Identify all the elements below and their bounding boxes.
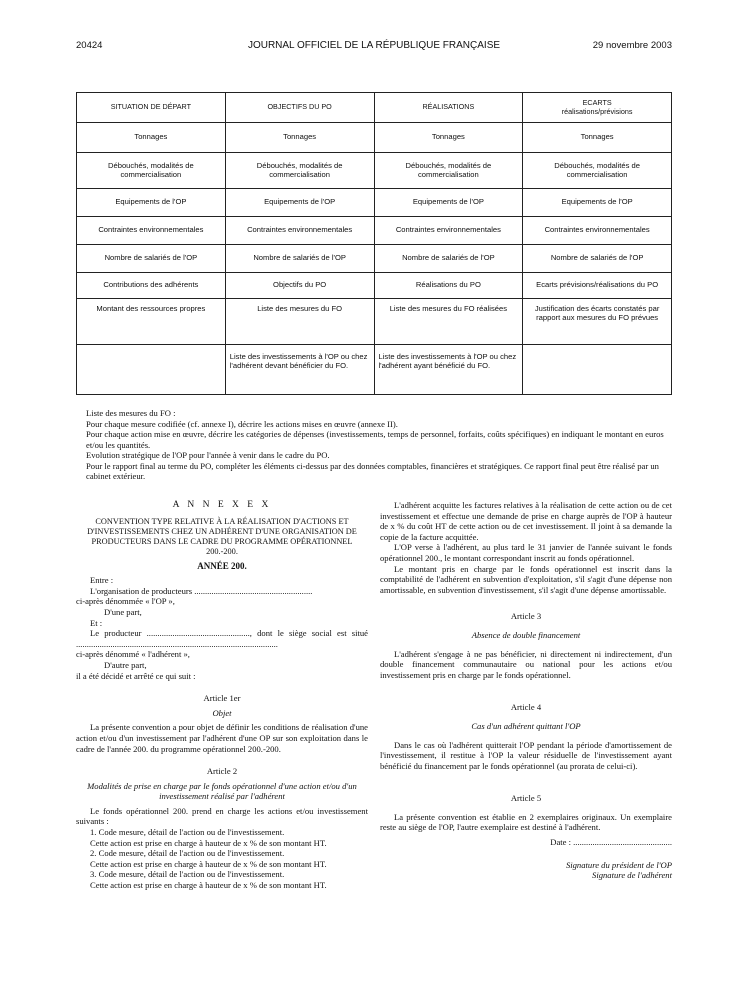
table-row bbox=[77, 245, 672, 273]
item-2-code: 2. Code mesure, détail de l'action ou de l'investissement. bbox=[90, 848, 285, 859]
convention-title: CONVENTION TYPE RELATIVE À LA RÉALISATION D'ACTIONS ET D'INVESTISSEMENTS CHEZ UN ADHÉRENT D'UNE ORGANISATION DE PRODUCTEURS DANS LE CADRE DU PROGRAMME OPÉRATIONNEL 200.-200. bbox=[87, 516, 357, 556]
producteur-named: ci-après dénommé « l'adhérent », bbox=[76, 649, 190, 660]
producteur-line: Le producteur ................................................, dont le siège social est situé .............................................................................................. bbox=[76, 628, 368, 649]
table-notes bbox=[86, 408, 672, 482]
article-1-title: Article 1er bbox=[203, 693, 241, 704]
table-cell: Liste des investissements à l'OP ou chez l'adhérent ayant bénéficié du FO. bbox=[374, 345, 523, 395]
table-cell: Justification des écarts constatés par rapport aux mesures du FO prévues bbox=[523, 299, 672, 345]
article-5-text: La présente convention est établie en 2 exemplaires originaux. Un exemplaire reste au siège de l'OP, l'autre exemplaire est destiné à l'adhérent. bbox=[380, 811, 672, 833]
table-cell: Nombre de salariés de l'OP bbox=[374, 245, 523, 273]
table-header-label: ECARTS bbox=[582, 98, 612, 108]
table-cell: Tonnages bbox=[374, 123, 523, 153]
table-cell bbox=[523, 345, 672, 395]
publication-date: 29 novembre 2003 bbox=[592, 40, 672, 51]
table-cell bbox=[77, 345, 226, 395]
article-3-subtitle: Absence de double financement bbox=[471, 629, 581, 640]
table-cell: Objectifs du PO bbox=[225, 273, 374, 299]
note-line: Pour chaque mesure codifiée (cf. annexe I), décrire les actions mises en œuvre (annexe II). bbox=[86, 418, 398, 429]
right-paragraph-1: L'adhérent acquitte les factures relatives à la réalisation de cette action ou de cet investissement et effectue une demande de prise en charge auprès de l'OP à hauteur de x % du coût HT de cette action ou de cet investissement. Il joint à sa demande la copie de la facture acquittée. bbox=[380, 500, 672, 542]
note-line: Pour le rapport final au terme du PO, compléter les éléments ci-dessus par des données comptables, financières et stratégiques. Ce rapport final peut être réalisé par un cabinet extérieur. bbox=[86, 460, 659, 481]
org-named: ci-après dénommée « l'OP », bbox=[76, 596, 175, 607]
right-column bbox=[380, 500, 672, 881]
article-4-text: Dans le cas où l'adhérent quitterait l'OP pendant la période d'amortissement de l'investissement, il restitue à l'OP la valeur résiduelle de l'investissement ayant bénéficié du financement par le fonds opérationnel (au prorata de celui-ci). bbox=[380, 739, 672, 771]
article-4-title: Article 4 bbox=[510, 702, 542, 713]
table-cell: Débouchés, modalités de commercialisation bbox=[374, 153, 523, 189]
signature-president: Signature du président de l'OP bbox=[565, 859, 672, 870]
item-2-pct: Cette action est prise en charge à hauteur de x % de son montant HT. bbox=[90, 858, 327, 869]
table-cell: Contraintes environnementales bbox=[225, 217, 374, 245]
journal-title: JOURNAL OFFICIEL DE LA RÉPUBLIQUE FRANÇAISE bbox=[247, 40, 501, 51]
article-2-intro: Le fonds opérationnel 200. prend en charge les actions et/ou investissement suivants : bbox=[76, 805, 368, 827]
table-cell: Montant des ressources propres bbox=[77, 299, 226, 345]
table-row bbox=[77, 153, 672, 189]
table-row bbox=[77, 123, 672, 153]
article-3-text: L'adhérent s'engage à ne pas bénéficier, ni directement ni indirectement, d'un double financement communautaire ou national pour les actions et/ou investissement pris en charge par le fonds opérationnel. bbox=[380, 648, 672, 680]
article-4-subtitle: Cas d'un adhérent quittant l'OP bbox=[471, 720, 581, 731]
report-table bbox=[76, 92, 672, 395]
table-row bbox=[77, 299, 672, 345]
org-line: L'organisation de producteurs ....................................................... bbox=[90, 585, 313, 596]
table-header-cell bbox=[523, 93, 672, 123]
table-row bbox=[77, 345, 672, 395]
table-cell: Nombre de salariés de l'OP bbox=[225, 245, 374, 273]
table-cell: Tonnages bbox=[225, 123, 374, 153]
table-cell: Contraintes environnementales bbox=[523, 217, 672, 245]
item-3-pct: Cette action est prise en charge à hauteur de x % de son montant HT. bbox=[90, 880, 327, 891]
decide-line: il a été décidé et arrêté ce qui suit : bbox=[76, 670, 196, 681]
note-line: Evolution stratégique de l'OP pour l'année à venir dans le cadre du PO. bbox=[86, 450, 330, 460]
year-heading: ANNÉE 200. bbox=[197, 560, 247, 571]
table-cell: Liste des investissements à l'OP ou chez l'adhérent devant bénéficier du FO. bbox=[225, 345, 374, 395]
table-cell: Tonnages bbox=[77, 123, 226, 153]
table-cell: Ecarts prévisions/réalisations du PO bbox=[523, 273, 672, 299]
table-row bbox=[77, 273, 672, 299]
table-cell: Equipements de l'OP bbox=[77, 189, 226, 217]
article-2-subtitle: Modalités de prise en charge par le fonds opérationnel d'une action et/ou d'un investissement réalisé par l'adhérent bbox=[87, 780, 357, 802]
left-column bbox=[76, 500, 368, 891]
table-cell: Equipements de l'OP bbox=[225, 189, 374, 217]
table-cell: Contributions des adhérents bbox=[77, 273, 226, 299]
article-1-text: La présente convention a pour objet de définir les conditions de réalisation d'une action et/ou d'un investissement par l'adhérent d'une OP sur son exploitation dans le cadre de l'année 200. du programme opérationnel 200.-200. bbox=[76, 722, 368, 754]
table-header-cell: SITUATION DE DÉPART bbox=[77, 93, 226, 123]
page-header bbox=[76, 40, 672, 54]
page-number: 20424 bbox=[76, 40, 103, 51]
table-header-sublabel: réalisations/prévisions bbox=[561, 106, 633, 116]
table-cell: Contraintes environnementales bbox=[77, 217, 226, 245]
article-2-title: Article 2 bbox=[206, 766, 238, 777]
right-paragraph-3: Le montant pris en charge par le fonds opérationnel est inscrit dans la comptabilité de l'adhérent en subvention d'exploitation, s'il s'agit d'une dépense non amortissable, en subvention d'investissement, s'il s'agit d'une dépense amortissable. bbox=[380, 563, 672, 595]
table-cell: Equipements de l'OP bbox=[523, 189, 672, 217]
article-5-title: Article 5 bbox=[510, 793, 542, 804]
table-cell: Débouchés, modalités de commercialisation bbox=[225, 153, 374, 189]
note-line: Liste des mesures du FO : bbox=[86, 408, 176, 418]
dune-part: D'une part, bbox=[104, 606, 142, 617]
article-3-title: Article 3 bbox=[510, 611, 542, 622]
entre-label: Entre : bbox=[90, 575, 114, 586]
table-cell: Liste des mesures du FO réalisées bbox=[374, 299, 523, 345]
item-1-pct: Cette action est prise en charge à hauteur de x % de son montant HT. bbox=[90, 837, 327, 848]
table-cell: Tonnages bbox=[523, 123, 672, 153]
right-paragraph-2: L'OP verse à l'adhérent, au plus tard le 31 janvier de l'année suivant le fonds opérationnel 200., le montant correspondant inscrit au fonds opérationnel. bbox=[380, 542, 672, 563]
table-cell: Nombre de salariés de l'OP bbox=[523, 245, 672, 273]
table-cell: Contraintes environnementales bbox=[374, 217, 523, 245]
date-line: Date : .............................................. bbox=[550, 837, 672, 848]
table-header-cell: RÉALISATIONS bbox=[374, 93, 523, 123]
table-cell: Equipements de l'OP bbox=[374, 189, 523, 217]
article-1-subtitle: Objet bbox=[212, 707, 232, 718]
note-line: Pour chaque action mise en œuvre, décrire les catégories de dépenses (investissements, temps de personnel, forfaits, coûts spécifiques) en indiquant le montant en euros et/ou les quantités. bbox=[86, 429, 664, 450]
table-cell: Débouchés, modalités de commercialisation bbox=[77, 153, 226, 189]
table-header-cell: OBJECTIFS DU PO bbox=[225, 93, 374, 123]
table-cell: Réalisations du PO bbox=[374, 273, 523, 299]
table-cell: Liste des mesures du FO bbox=[225, 299, 374, 345]
item-1-code: 1. Code mesure, détail de l'action ou de l'investissement. bbox=[90, 827, 285, 838]
table-cell: Nombre de salariés de l'OP bbox=[77, 245, 226, 273]
et-label: Et : bbox=[90, 617, 103, 628]
table-row bbox=[77, 189, 672, 217]
dautre-part: D'autre part, bbox=[104, 659, 147, 670]
table-row bbox=[77, 217, 672, 245]
signature-adherent: Signature de l'adhérent bbox=[592, 870, 672, 881]
table-cell: Débouchés, modalités de commercialisation bbox=[523, 153, 672, 189]
annex-title: A N N E X E X bbox=[172, 500, 272, 510]
item-3-code: 3. Code mesure, détail de l'action ou de l'investissement. bbox=[90, 869, 285, 880]
table-header-row bbox=[77, 93, 672, 123]
